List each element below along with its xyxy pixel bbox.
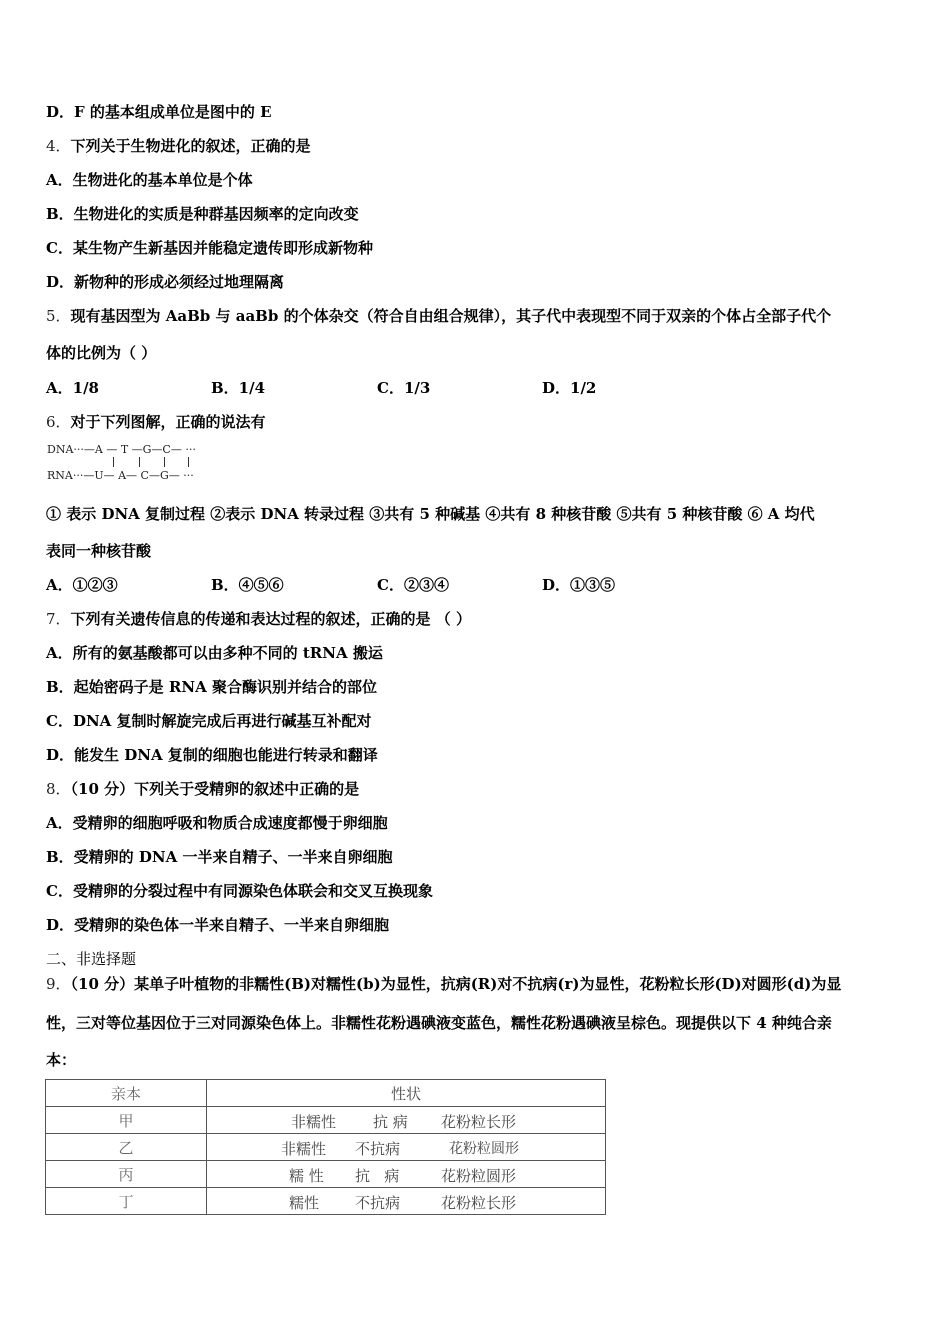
parent-cell: 丁 <box>46 1188 207 1215</box>
trait-waxy: 非糯性 <box>291 1113 337 1131</box>
question-4 <box>46 136 311 156</box>
table-header-row <box>46 1080 606 1107</box>
question-text: 下列关于生物进化的叙述，正确的是 <box>70 137 311 155</box>
q9-continuation-2: 本： <box>46 1051 77 1069</box>
parent-traits-table <box>45 1079 606 1215</box>
base-pair-bond <box>113 457 114 467</box>
table-row <box>46 1188 606 1215</box>
parent-cell: 甲 <box>46 1107 207 1134</box>
parent-cell: 丙 <box>46 1161 207 1188</box>
q3-option-d: D．F 的基本组成单位是图中的 E <box>46 103 272 121</box>
parent-cell: 乙 <box>46 1134 207 1161</box>
trait-disease: 抗 病 <box>355 1167 400 1185</box>
question-6 <box>46 412 266 432</box>
traits-cell <box>207 1134 606 1161</box>
q7-option-c: C．DNA 复制时解旋完成后再进行碱基互补配对 <box>46 712 372 730</box>
traits-cell <box>207 1161 606 1188</box>
section-heading: 二、非选择题 <box>46 950 137 968</box>
header-traits: 性状 <box>207 1080 606 1107</box>
question-number: 4． <box>46 137 71 155</box>
table-row <box>46 1161 606 1188</box>
q9-continuation-1: 性，三对等位基因位于三对同源染色体上。非糯性花粉遇碘液变蓝色，糯性花粉遇碘液呈棕色。现提供以下 4 种纯合亲 <box>46 1014 832 1032</box>
trait-disease: 不抗病 <box>355 1194 401 1212</box>
question-number: 5． <box>46 307 71 325</box>
question-text: （10 分）下列关于受精卵的叙述中正确的是 <box>70 780 360 798</box>
q8-option-c: C．受精卵的分裂过程中有同源染色体联会和交叉互换现象 <box>46 882 433 900</box>
rna-strand: RNA···—U— A— C—G— ··· <box>47 469 194 482</box>
base-pair-bond <box>188 457 189 467</box>
q6-option-c: C．②③④ <box>377 576 449 594</box>
q5-option-b: B．1/4 <box>211 379 266 397</box>
question-number: 9． <box>46 975 71 993</box>
table-row <box>46 1107 606 1134</box>
q8-option-b: B．受精卵的 DNA 一半来自精子、一半来自卵细胞 <box>46 848 393 866</box>
question-text: 下列有关遗传信息的传递和表达过程的叙述，正确的是 （ ） <box>70 610 471 628</box>
trait-waxy: 非糯性 <box>281 1140 327 1158</box>
trait-waxy: 糯 性 <box>289 1167 324 1185</box>
q7-option-b: B．起始密码子是 RNA 聚合酶识别并结合的部位 <box>46 678 377 696</box>
trait-pollen: 花粉粒圆形 <box>449 1141 519 1157</box>
q4-option-c: C．某生物产生新基因并能稳定遗传即形成新物种 <box>46 239 373 257</box>
q4-option-a: A．生物进化的基本单位是个体 <box>46 171 253 189</box>
trait-waxy: 糯性 <box>289 1194 320 1212</box>
question-5 <box>46 306 831 326</box>
q6-continuation: 表同一种核苷酸 <box>46 542 152 560</box>
question-number: 8． <box>46 780 71 798</box>
question-text: 对于下列图解，正确的说法有 <box>70 413 266 431</box>
traits-cell <box>207 1107 606 1134</box>
q6-option-b: B．④⑤⑥ <box>211 576 284 594</box>
trait-pollen: 花粉粒长形 <box>441 1113 517 1131</box>
question-text: 现有基因型为 AaBb 与 aaBb 的个体杂交（符合自由组合规律），其子代中表现型不同于双亲的个体占全部子代个 <box>70 307 832 325</box>
dna-strand: DNA···—A — T —G—C— ··· <box>47 443 196 456</box>
q7-option-d: D．能发生 DNA 复制的细胞也能进行转录和翻译 <box>46 746 378 764</box>
q5-option-a: A．1/8 <box>46 379 99 397</box>
trait-disease: 不抗病 <box>355 1140 401 1158</box>
table-row <box>46 1134 606 1161</box>
q8-option-a: A．受精卵的细胞呼吸和物质合成速度都慢于卵细胞 <box>46 814 388 832</box>
base-pair-bond <box>164 457 165 467</box>
q5-option-c: C．1/3 <box>377 379 431 397</box>
q4-option-b: B．生物进化的实质是种群基因频率的定向改变 <box>46 205 359 223</box>
question-number: 7． <box>46 610 71 628</box>
traits-cell <box>207 1188 606 1215</box>
q4-option-d: D．新物种的形成必须经过地理隔离 <box>46 273 285 291</box>
question-text: （10 分）某单子叶植物的非糯性(B)对糯性(b)为显性，抗病(R)对不抗病(r)为显性，花粉粒长形(D)对圆形(d)为显 <box>70 975 842 993</box>
base-pair-bond <box>139 457 140 467</box>
question-8 <box>46 779 359 799</box>
question-number: 6． <box>46 413 71 431</box>
q5-continuation: 体的比例为（ ） <box>46 344 157 362</box>
question-7 <box>46 609 471 629</box>
q7-option-a: A．所有的氨基酸都可以由多种不同的 tRNA 搬运 <box>46 644 383 662</box>
q5-option-d: D．1/2 <box>542 379 597 397</box>
q6-statements: ① 表示 DNA 复制过程 ②表示 DNA 转录过程 ③共有 5 种碱基 ④共有 8 种核苷酸 ⑤共有 5 种核苷酸 ⑥ A 均代 <box>46 505 815 523</box>
header-parent: 亲本 <box>46 1080 207 1107</box>
trait-pollen: 花粉粒长形 <box>441 1194 517 1212</box>
q8-option-d: D．受精卵的染色体一半来自精子、一半来自卵细胞 <box>46 916 390 934</box>
q6-option-d: D．①③⑤ <box>542 576 616 594</box>
q6-option-a: A．①②③ <box>46 576 118 594</box>
question-9 <box>46 974 841 994</box>
trait-pollen: 花粉粒圆形 <box>441 1167 517 1185</box>
trait-disease: 抗 病 <box>373 1113 408 1131</box>
